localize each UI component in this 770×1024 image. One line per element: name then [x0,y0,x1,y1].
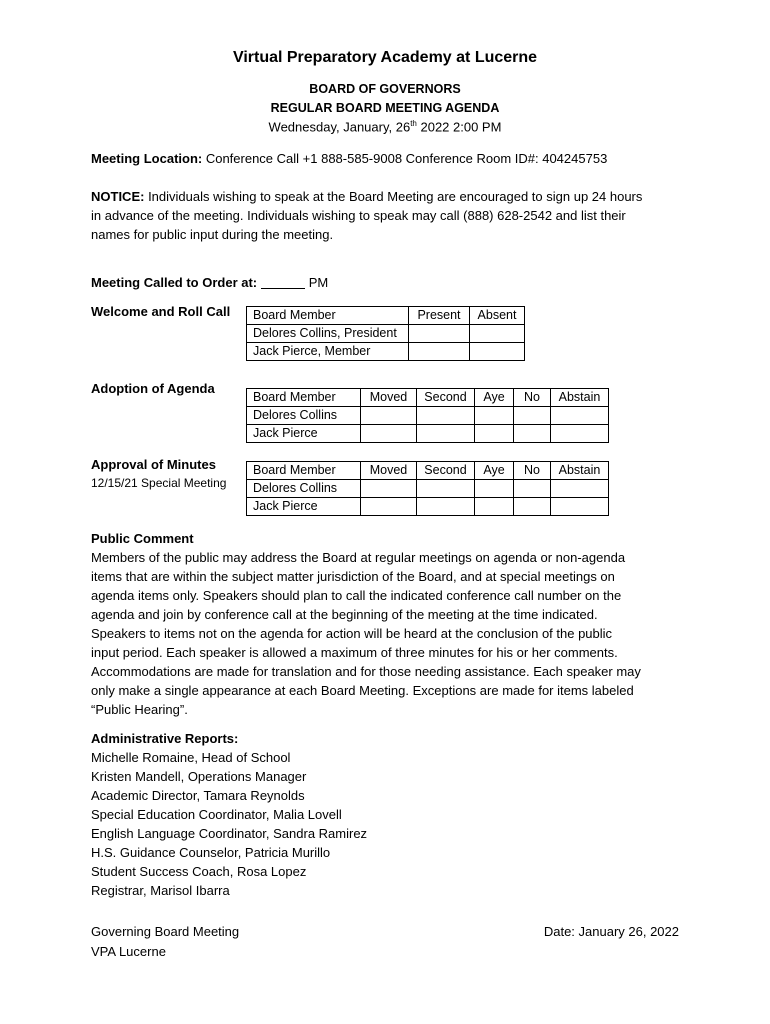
header-cell: Board Member [247,389,361,407]
reports-section [91,729,367,900]
notice-block [91,187,642,244]
notice-line: names for public input during the meeting. [91,227,334,242]
called-to-order-suffix: PM [308,275,329,290]
header-cell: Abstain [551,462,609,480]
present-cell [409,325,470,343]
paragraph-line: items that are within the subject matter jurisdiction of the Board, and at special meetings on [91,569,615,584]
table-header-row [247,389,609,407]
location-label: Meeting Location: [91,151,203,166]
footer-meeting: Governing Board Meeting [91,924,240,939]
table-header-row [247,307,525,325]
paragraph-line: input period. Each speaker is allowed a maximum of three minutes for his or her comments. [91,645,618,660]
public-comment-section [91,529,691,719]
notice-line: in advance of the meeting. Individuals wishing to speak may call (888) 628-2542 and list their [91,208,626,223]
paragraph-line: only make a single appearance at each Board Meeting. Exceptions are made for items labeled [91,683,634,698]
meeting-location [91,149,607,168]
header-cell: Present [409,307,470,325]
absent-cell [470,325,525,343]
date-rest: 2022 2:00 PM [416,119,502,135]
footer-date: Date: January 26, 2022 [543,924,679,939]
called-to-order [91,273,328,292]
roll-call-table [246,306,525,361]
public-comment-label: Public Comment [91,531,194,546]
header-cell: Board Member [247,462,361,480]
minutes-table [246,461,609,516]
member-cell: Delores Collins [247,480,361,498]
absent-cell [470,343,525,361]
list-item: Registrar, Marisol Ibarra [91,883,230,898]
list-item: Special Education Coordinator, Malia Lovell [91,807,342,822]
footer-left [91,922,239,962]
header-cell: Abstain [551,389,609,407]
notice-label: NOTICE: [91,189,145,204]
called-to-order-label: Meeting Called to Order at: [91,275,258,290]
paragraph-line: Speakers to items not on the agenda for action will be heard at the conclusion of the public [91,626,613,641]
member-cell: Delores Collins, President [247,325,409,343]
notice-line: NOTICE: Individuals wishing to speak at the Board Meeting are encouraged to sign up 24 hours [91,189,643,204]
minutes-sublabel: 12/15/21 Special Meeting [91,476,227,490]
member-cell: Jack Pierce [247,498,361,516]
present-cell [409,343,470,361]
paragraph-line: “Public Hearing”. [91,702,188,717]
list-item: Student Success Coach, Rosa Lopez [91,864,307,879]
paragraph-line: agenda and join by conference call at the beginning of the meeting at the time indicated. [91,607,598,622]
header-cell: Second [417,462,475,480]
header-cell: Moved [361,462,417,480]
list-item: H.S. Guidance Counselor, Patricia Murillo [91,845,331,860]
header-cell: Aye [475,389,514,407]
adoption-label: Adoption of Agenda [91,381,215,396]
paragraph-line: Members of the public may address the Board at regular meetings on agenda or non-agenda [91,550,626,565]
meeting-datetime [0,119,770,134]
adoption-table [246,388,609,443]
board-heading: BOARD OF GOVERNORS [309,82,461,96]
table-row [247,425,609,443]
table-row [247,407,609,425]
list-item: Academic Director, Tamara Reynolds [91,788,305,803]
table-row [247,343,525,361]
header-cell: Board Member [247,307,409,325]
time-blank [261,276,305,289]
list-item: Michelle Romaine, Head of School [91,750,291,765]
member-cell: Delores Collins [247,407,361,425]
paragraph-line: agenda items only. Speakers should plan to call the indicated conference call number on the [91,588,622,603]
header-cell: Second [417,389,475,407]
list-item: English Language Coordinator, Sandra Ramirez [91,826,368,841]
date-prefix: Wednesday, January, 26 [268,119,411,135]
table-row [247,480,609,498]
header-cell: No [514,389,551,407]
location-value: Conference Call +1 888-585-9008 Conference Room ID#: 404245753 [202,151,608,166]
agenda-heading: REGULAR BOARD MEETING AGENDA [270,101,500,115]
footer-org: VPA Lucerne [91,944,166,959]
reports-label: Administrative Reports: [91,731,239,746]
header-cell: Aye [475,462,514,480]
header-cell: Moved [361,389,417,407]
table-row [247,498,609,516]
table-header-row [247,462,609,480]
paragraph-line: Accommodations are made for translation and for those needing assistance. Each speaker may [91,664,641,679]
table-row [247,325,525,343]
roll-call-label: Welcome and Roll Call [91,304,231,319]
member-cell: Jack Pierce, Member [247,343,409,361]
minutes-label: Approval of Minutes [91,457,216,472]
header-cell: Absent [470,307,525,325]
header-cell: No [514,462,551,480]
date-suffix: th [410,119,417,128]
document-title: Virtual Preparatory Academy at Lucerne [232,49,538,66]
list-item: Kristen Mandell, Operations Manager [91,769,307,784]
member-cell: Jack Pierce [247,425,361,443]
